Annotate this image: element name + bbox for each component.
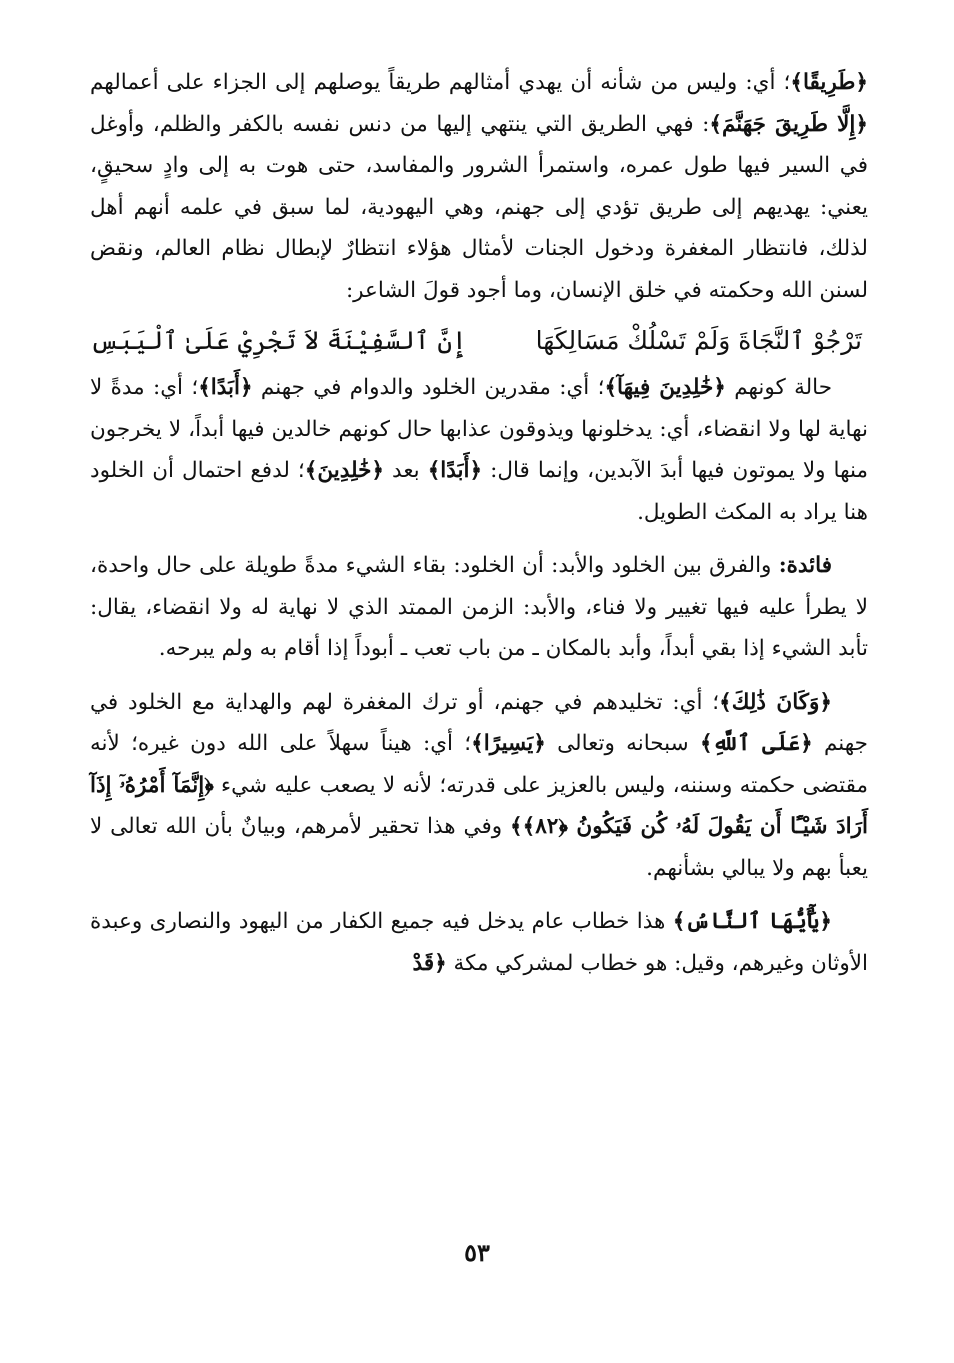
body-text: سبحانه وتعالى bbox=[545, 731, 700, 756]
quran-quote: ﴿أَبَدًا﴾ bbox=[427, 458, 483, 483]
page-number: ٥٣ bbox=[464, 1238, 490, 1267]
body-text: ؛ أي: وليس من شأنه أن يهدي أمثالهم طريقاً يوصلهم إلى الجزاء على أعمالهم bbox=[90, 70, 791, 95]
body-text: والفرق بين الخلود والأبد: أن الخلود: بقاء الشيء مدةً طويلة على حال واحدة، لا يطرأ عليه فيها تغيير ولا فناء، والأبد: الزمن الممتد الذي لا نهاية له ولا انقضاء، يقال: تأبد الشيء إذا بقي أبداً، وأبد بالمكان ـ من باب تعب ـ أبوداً إذا أقام به ولم يبرحه. bbox=[90, 553, 868, 661]
body-text: بعد bbox=[384, 458, 428, 483]
quran-quote: ﴿طَرِيقًا﴾ bbox=[790, 70, 868, 95]
body-text: : فهي الطريق التي ينتهي إليها من دنس نفسه بالكفر والظلم، وأوغل في السير فيها طول عمره، واستمرأ الشرور والمفاسد، حتى هوت به إلى وادٍ سحيقٍ، يعني: يهديهم إلى طريق تؤدي إلى جهنم، وهي اليهودية، لما سبق في علمه أنهم أهل لذلك، فانتظار المغفرة ودخول الجنات لأمثال هؤلاء انتظارٌ لإبطال نظام العالم، ونقض لسنن الله وحكمته في خلق الإنسان، وما أجود قولَ الشاعر: bbox=[90, 111, 868, 303]
quran-quote: ﴿وَكَانَ ذَٰلِكَ﴾ bbox=[719, 689, 832, 715]
body-text: هذا خطاب عام يدخل فيه جميع الكفار من اليهود والنصارى وعبدة الأوثان وغيرهم، وقيل: هو خطاب لمشركي مكة bbox=[90, 909, 868, 976]
body-text: ؛ لدفع احتمال أن الخلود هنا يراد به المكث الطويل. bbox=[90, 458, 868, 525]
verse-first-hemistich: تَرْجُوْ ٱلنَّجَاةَ وَلَمْ تَسْلُكْ مَسَالِكَهَا bbox=[535, 326, 862, 355]
quran-quote: ﴿أَبَدًا﴾ bbox=[198, 375, 253, 400]
body-text: ؛ أي: مقدرين الخلود والدوام في جهنم bbox=[252, 375, 605, 400]
quran-quote: ﴿يَٰٓأَيُّهَا ٱلنَّاسُ﴾ bbox=[672, 909, 832, 934]
document-page bbox=[90, 62, 868, 1282]
body-text: وفي هذا تحقير لأمرهم، وبيانٌ بأن الله تعالى لا يعبأ بهم ولا يبالي بشأنهم. bbox=[90, 814, 868, 881]
body-text: ؛ أي: مدةً لا نهاية لها ولا انقضاء، أي: يدخلونها ويذوقون عذابها حال كونهم خالدين فيها أبداً، لا يخرجون منها ولا يموتون فيها أبدَ الآبدين، وإنما قال: bbox=[90, 375, 868, 483]
paragraph-tafsir-tariq bbox=[90, 62, 868, 311]
quran-quote: ﴿إِنَّمَآ أَمْرُهُۥٓ إِذَآ أَرَادَ شَيْـًٔا أَن يَقُولَ لَهُۥ كُن فَيَكُونُ ﴿٨٢﴾﴾ bbox=[90, 772, 868, 839]
paragraph-faida-note bbox=[90, 545, 868, 670]
paragraph-ya-ayyuha-annas bbox=[90, 901, 868, 984]
paragraph-khalidin-abadan bbox=[90, 367, 868, 533]
note-label: فائدة: bbox=[778, 553, 832, 578]
body-text: ؛ أي: تخليدهم في جهنم، أو ترك المغفرة لهم والهداية مع الخلود في جهنم bbox=[90, 689, 868, 756]
quran-quote: ﴿عَلَى ٱللَّهِ﴾ bbox=[699, 731, 813, 756]
paragraph-wa-kana-dhalika bbox=[90, 682, 868, 890]
verse-second-hemistich: إِنَّ ٱلسَّفِيْنَةَ لاَ تَجْرِيْ عَلَىٰ ٱلْيَبَسِ bbox=[90, 326, 467, 355]
body-text: ؛ أي: هيناً سهلاً على الله دون غيره؛ لأنه مقتضى حكمته وسننه، وليس بالعزيز على قدرته؛ لأنه لا يصعب عليه شيء bbox=[90, 731, 868, 798]
quran-quote: ﴿يَسِيرًا﴾ bbox=[471, 731, 546, 756]
quran-quote: ﴿قَدْ bbox=[412, 950, 447, 976]
quran-quote: ﴿إِلَّا طَرِيقَ جَهَنَّمَ﴾ bbox=[709, 111, 868, 137]
quran-quote: ﴿خَٰلِدِينَ﴾ bbox=[304, 458, 385, 483]
poetry-verse bbox=[90, 321, 868, 361]
quran-quote: ﴿خَٰلِدِينَ فِيهَآ﴾ bbox=[604, 375, 726, 400]
body-text: حالة كونهم bbox=[725, 375, 833, 400]
